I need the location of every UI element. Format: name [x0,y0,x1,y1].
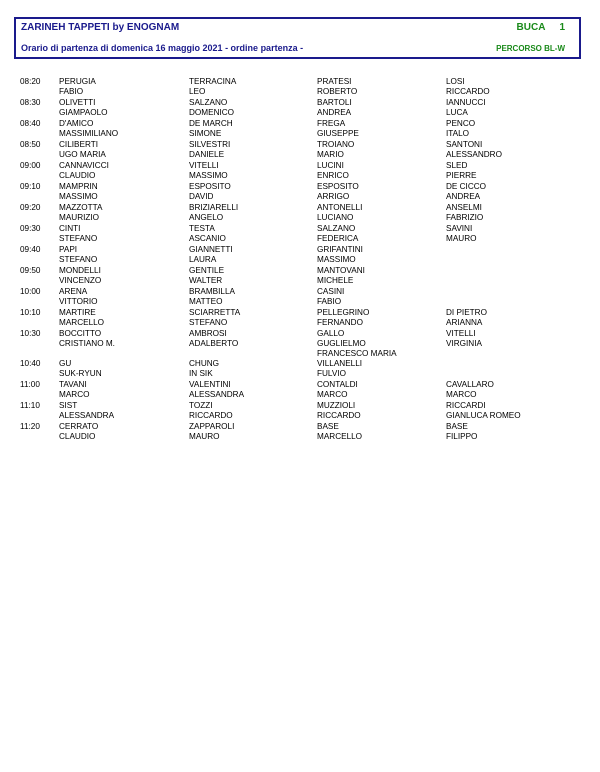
page-title: ZARINEH TAPPETI by ENOGNAM [21,22,180,33]
player-surname: GU [59,359,72,368]
tee-time: 09:50 [20,266,41,275]
player-cell [317,401,443,421]
player-firstname: RICCARDO [446,87,490,96]
player-surname: CINTI [59,224,81,233]
player-cell [317,266,443,286]
player-firstname: VINCENZO [59,276,102,285]
player-cell [317,359,443,379]
player-cell [189,380,315,400]
player-firstname: IN SIK [189,369,213,378]
player-cell [189,224,315,244]
player-cell [317,182,443,202]
player-cell [59,224,185,244]
tee-time: 08:40 [20,119,41,128]
player-firstname: FABRIZIO [446,213,484,222]
player-firstname: ITALO [446,129,470,138]
player-cell [189,182,315,202]
player-firstname: RICCARDO [189,411,233,420]
player-surname: GIANNETTI [189,245,233,254]
player-surname: MARTIRE [59,308,96,317]
player-cell [59,182,185,202]
player-firstname: MARCO [446,390,477,399]
player-firstname: MARCELLO [317,432,363,441]
player-firstname: ANDREA [446,192,481,201]
player-firstname: GIANLUCA ROMEO [446,411,521,420]
tee-time: 08:50 [20,140,41,149]
player-firstname: LAURA [189,255,217,264]
player-firstname: ARIANNA [446,318,483,327]
player-cell [317,224,443,244]
player-firstname: MAURO [446,234,477,243]
player-surname: PELLEGRINO [317,308,370,317]
player-surname: LUCINI [317,161,344,170]
player-surname: SLED [446,161,468,170]
tee-time: 09:40 [20,245,41,254]
tee-time: 10:10 [20,308,41,317]
player-firstname: ALESSANDRA [59,411,115,420]
player-surname: MAMPRIN [59,182,98,191]
buca-text: BUCA [516,22,546,33]
player-cell [189,77,315,97]
player-surname: PENCO [446,119,476,128]
player-surname: MAZZOTTA [59,203,103,212]
player-surname: SALZANO [317,224,356,233]
tee-time: 11:10 [20,401,40,410]
player-cell [59,161,185,181]
tee-time: 10:40 [20,359,41,368]
player-surname: ARENA [59,287,88,296]
player-cell [317,140,443,160]
player-firstname: MASSIMO [59,192,98,201]
player-surname: PAPI [59,245,78,254]
player-firstname: DAVID [189,192,214,201]
tee-time: 08:20 [20,77,41,86]
player-surname: ANTONELLI [317,203,363,212]
player-surname: VITELLI [189,161,219,170]
player-surname: VALENTINI [189,380,231,389]
player-cell [189,98,315,118]
player-firstname: VITTORIO [59,297,98,306]
player-firstname: LUCIANO [317,213,354,222]
player-firstname: RICCARDO [317,411,361,420]
player-surname: DE CICCO [446,182,487,191]
header-box [14,17,581,59]
player-cell [59,98,185,118]
player-cell [446,77,572,97]
player-surname: GENTILE [189,266,225,275]
player-firstname: VIRGINIA [446,339,482,348]
player-surname: ESPOSITO [317,182,359,191]
player-surname: SILVESTRI [189,140,231,149]
player-firstname: MASSIMO [317,255,356,264]
player-cell [189,422,315,442]
player-firstname: ADALBERTO [189,339,239,348]
player-surname: CANNAVICCI [59,161,109,170]
player-cell [317,203,443,223]
player-cell [317,422,443,442]
player-cell [446,140,572,160]
player-firstname: STEFANO [189,318,228,327]
player-cell [446,182,572,202]
player-cell [189,203,315,223]
player-firstname: MARIO [317,150,344,159]
player-surname: TOZZI [189,401,213,410]
player-firstname: LEO [189,87,206,96]
player-cell [59,308,185,328]
player-surname: LOSI [446,77,465,86]
player-cell [317,161,443,181]
player-firstname: GIAMPAOLO [59,108,108,117]
buca-number: 1 [559,22,565,33]
player-firstname: MASSIMILIANO [59,129,119,138]
player-firstname: ANDREA [317,108,352,117]
player-cell [189,401,315,421]
player-firstname: MAURIZIO [59,213,100,222]
player-cell [59,119,185,139]
player-cell [189,119,315,139]
tee-time: 08:30 [20,98,41,107]
player-firstname: LUCA [446,108,468,117]
player-surname: PERUGIA [59,77,96,86]
player-surname: MANTOVANI [317,266,365,275]
player-cell [317,77,443,97]
player-cell [189,161,315,181]
player-cell [446,119,572,139]
tee-time: 09:30 [20,224,41,233]
player-cell [59,245,185,265]
player-firstname: MASSIMO [189,171,228,180]
player-surname: SIST [59,401,78,410]
player-cell [59,380,185,400]
player-firstname: ARRIGO [317,192,350,201]
player-surname: IANNUCCI [446,98,486,107]
player-cell [59,422,185,442]
tee-time: 09:20 [20,203,41,212]
player-surname: BOCCITTO [59,329,102,338]
player-surname: AMBROSI [189,329,227,338]
player-firstname: DANIELE [189,150,225,159]
player-surname: TESTA [189,224,215,233]
player-surname: SALZANO [189,98,228,107]
player-firstname: WALTER [189,276,223,285]
player-cell [317,245,443,265]
player-cell [189,245,315,265]
player-cell [59,359,185,379]
player-cell [317,308,443,328]
player-surname: CERRATO [59,422,99,431]
player-cell [446,329,572,349]
player-firstname: MARCO [317,390,348,399]
player-firstname: ANGELO [189,213,224,222]
player-firstname: MAURO [189,432,220,441]
player-cell [317,98,443,118]
player-surname: BASE [446,422,468,431]
player-cell [446,161,572,181]
tee-time: 11:20 [20,422,40,431]
player-firstname: CLAUDIO [59,432,96,441]
player-firstname: FEDERICA [317,234,359,243]
player-surname: DE MARCH [189,119,233,128]
player-firstname: FULVIO [317,369,346,378]
player-cell [189,266,315,286]
player-firstname: CLAUDIO [59,171,96,180]
player-surname: PRATESI [317,77,352,86]
player-firstname: DOMENICO [189,108,235,117]
player-surname: SAVINI [446,224,473,233]
player-cell [59,140,185,160]
player-surname: GRIFANTINI [317,245,363,254]
player-firstname: SUK-RYUN [59,369,102,378]
player-firstname: ALESSANDRA [189,390,245,399]
tee-time: 10:30 [20,329,41,338]
player-surname: BASE [317,422,339,431]
player-firstname: MARCO [59,390,90,399]
player-surname: TERRACINA [189,77,237,86]
player-cell [189,140,315,160]
player-firstname: MATTEO [189,297,223,306]
player-cell [446,308,572,328]
player-cell [317,329,443,359]
player-surname: CAVALLARO [446,380,494,389]
buca-label [517,22,565,33]
player-surname: D'AMICO [59,119,94,128]
player-firstname: SIMONE [189,129,222,138]
player-surname: VITELLI [446,329,476,338]
player-cell [59,287,185,307]
player-surname: RICCARDI [446,401,486,410]
tee-time: 11:00 [20,380,40,389]
player-surname: TROIANO [317,140,355,149]
player-surname: SCIARRETTA [189,308,241,317]
tee-time: 10:00 [20,287,41,296]
player-cell [446,224,572,244]
player-firstname: UGO MARIA [59,150,106,159]
player-cell [446,380,572,400]
player-firstname: CRISTIANO M. [59,339,115,348]
player-cell [189,329,315,349]
player-cell [446,401,572,421]
player-surname: CHUNG [189,359,220,368]
player-firstname: ENRICO [317,171,349,180]
player-cell [446,98,572,118]
player-cell [446,422,572,442]
player-firstname: GUGLIELMO [317,339,366,348]
player-surname: ANSELMI [446,203,482,212]
player-surname: ZAPPAROLI [189,422,235,431]
player-surname: FREGA [317,119,346,128]
player-surname: BRAMBILLA [189,287,235,296]
player-firstname: ROBERTO [317,87,358,96]
player-cell [59,329,185,349]
player-cell [59,266,185,286]
player-firstname: MICHELE [317,276,354,285]
player-cell [317,119,443,139]
player-cell [59,77,185,97]
player-cell [317,287,443,307]
player-surname: GALLO [317,329,345,338]
player-firstname: FABIO [59,87,84,96]
player-firstname: FRANCESCO MARIA [317,349,397,358]
player-firstname: FILIPPO [446,432,478,441]
player-firstname: PIERRE [446,171,477,180]
player-firstname: STEFANO [59,234,98,243]
player-surname: MUZZIOLI [317,401,356,410]
player-cell [189,308,315,328]
player-surname: TAVANI [59,380,87,389]
player-surname: ESPOSITO [189,182,231,191]
player-surname: CASINI [317,287,345,296]
player-cell [317,380,443,400]
player-firstname: ASCANIO [189,234,226,243]
player-cell [59,203,185,223]
player-surname: CONTALDI [317,380,358,389]
player-surname: VILLANELLI [317,359,363,368]
page-subtitle: Orario di partenza di domenica 16 maggio 2021 - ordine partenza - [21,43,304,53]
player-surname: OLIVETTI [59,98,96,107]
player-firstname: FERNANDO [317,318,363,327]
percorso-label: PERCORSO BL-W [496,44,565,53]
player-surname: DI PIETRO [446,308,487,317]
player-surname: CILIBERTI [59,140,98,149]
player-surname: SANTONI [446,140,483,149]
tee-time: 09:10 [20,182,41,191]
player-firstname: STEFANO [59,255,98,264]
player-firstname: MARCELLO [59,318,105,327]
player-surname: BARTOLI [317,98,352,107]
player-cell [59,401,185,421]
player-firstname: GIUSEPPE [317,129,359,138]
player-cell [189,359,315,379]
player-surname: BRIZIARELLI [189,203,239,212]
player-cell [189,287,315,307]
player-cell [446,203,572,223]
tee-time: 09:00 [20,161,41,170]
player-firstname: FABIO [317,297,342,306]
player-firstname: ALESSANDRO [446,150,502,159]
player-surname: MONDELLI [59,266,101,275]
